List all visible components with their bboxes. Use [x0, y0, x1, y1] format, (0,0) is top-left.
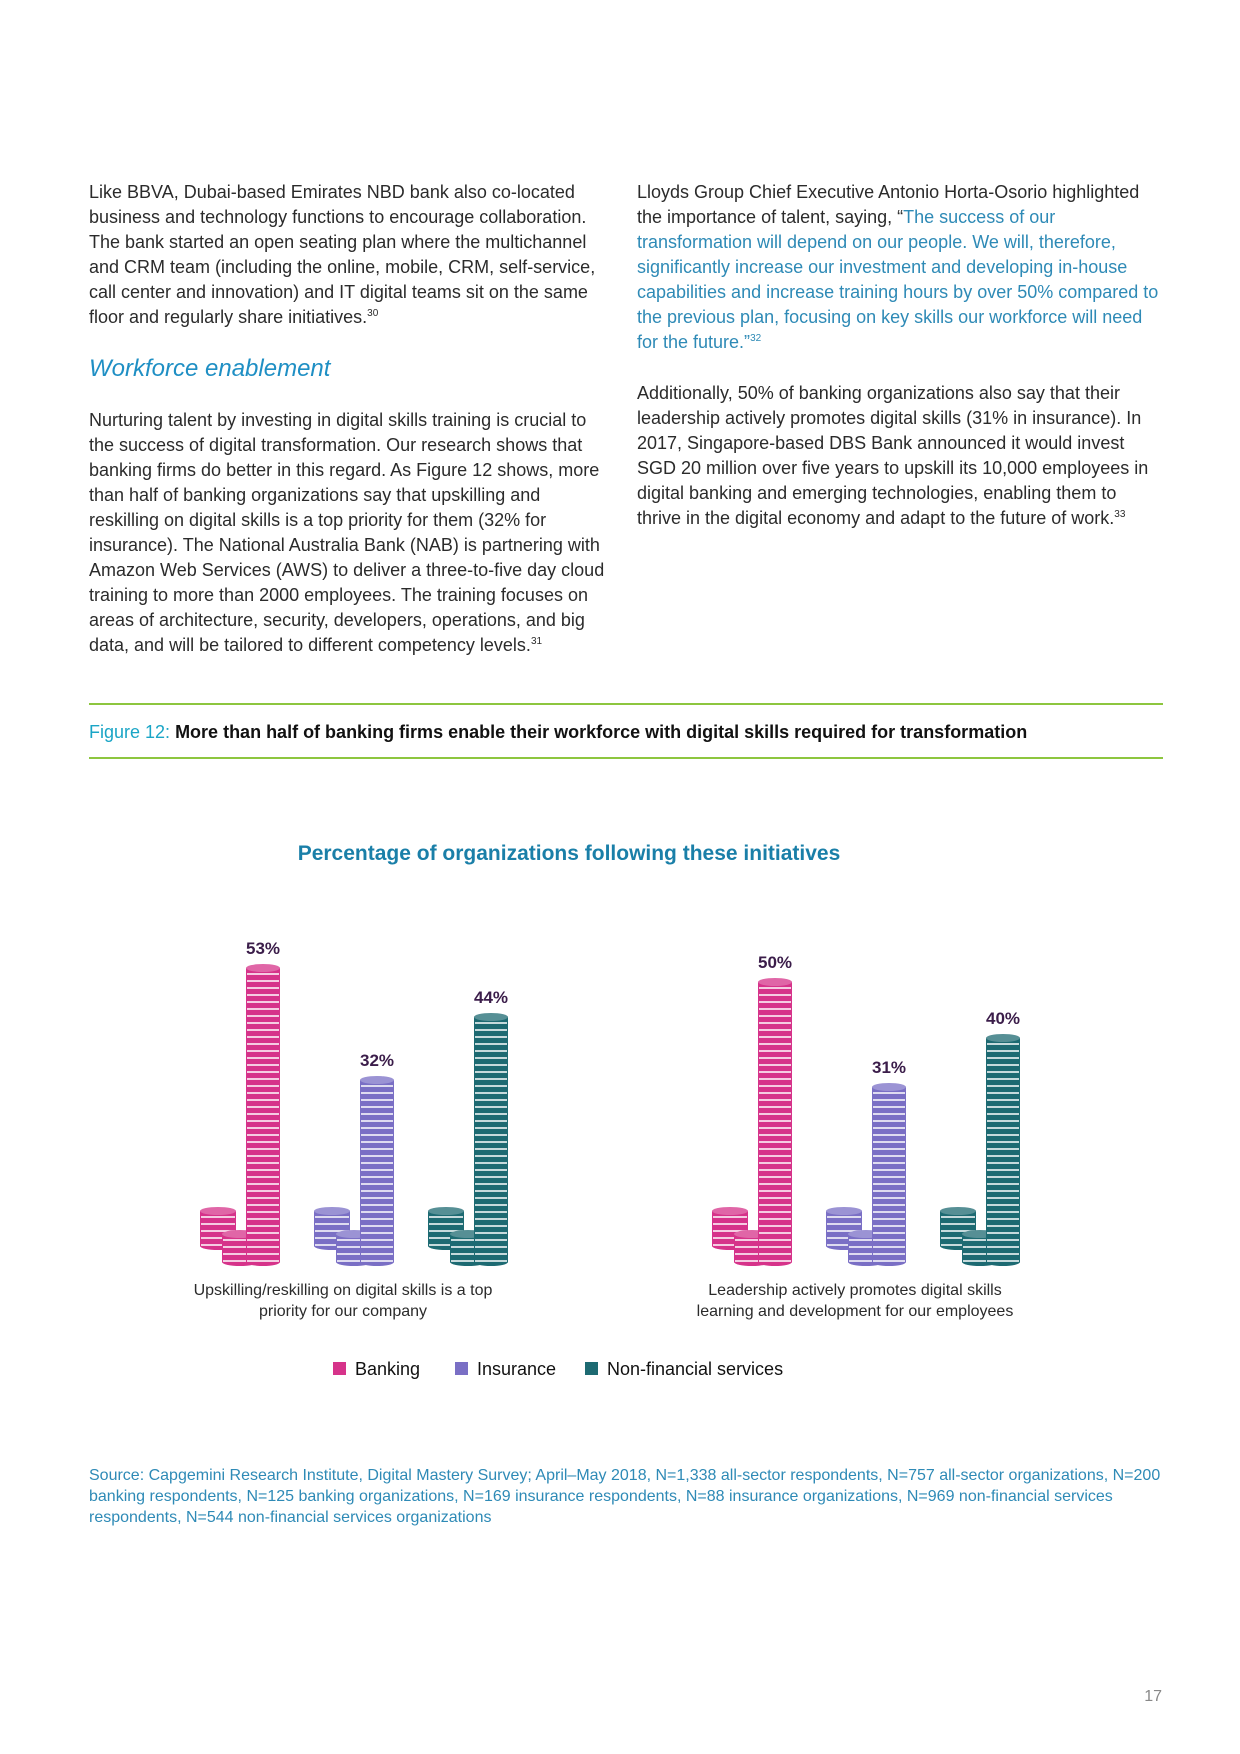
paragraph-lloyds: [637, 180, 1162, 355]
category-label: priority for our company: [258, 1303, 428, 1320]
figure-caption: [89, 720, 1163, 744]
category-label: learning and development for our employees: [696, 1303, 1014, 1320]
paragraph-emirates-nbd: [89, 180, 614, 330]
category-label: Leadership actively promotes digital skills: [708, 1282, 1002, 1299]
legend-label: Insurance: [477, 1359, 557, 1379]
data-label: 50%: [757, 953, 793, 972]
data-label: 40%: [985, 1009, 1021, 1028]
paragraph-dbs-bank: [637, 381, 1162, 531]
highlighted-quote: The success of our transformation will depend on our people. We will, therefore, significantly increase our investment and developing in-house capabilities and increase training hours by over 50% compared to the previous plan, focusing on key skills our workforce will need for the future.”: [637, 207, 1159, 352]
bar-non-financial-services-1: [428, 1013, 508, 1266]
section-heading: Workforce enablement: [89, 355, 331, 382]
category-label: Upskilling/reskilling on digital skills is a top: [193, 1282, 493, 1299]
legend-item-non-financial-services: [585, 1359, 783, 1379]
legend-label: Banking: [355, 1359, 421, 1379]
legend-item-banking: [333, 1359, 420, 1379]
bar-non-financial-services-2: [940, 1034, 1020, 1266]
paragraph-text: Additionally, 50% of banking organizations also say that their leadership actively promotes digital skills (31% in insurance). In 2017, Singapore-based DBS Bank announced it would invest SGD 20 million over five years to upskill its 10,000 employees in digital banking and emerging technologies, enabling them to thrive in the digital economy and adapt to the future of work.: [637, 383, 1149, 528]
paragraph-nurturing-talent: [89, 408, 614, 658]
figure-title: More than half of banking firms enable their workforce with digital skills required for transformation: [175, 722, 1028, 742]
paragraph-text: Nurturing talent by investing in digital skills training is crucial to the success of digital transformation. Our research shows that banking firms do better in this regard. As Figure 12 shows, more than half of banking organizations say that upskilling and reskilling on digital skills is a top priority for them (32% for insurance). The National Australia Bank (NAB) is partnering with Amazon Web Services (AWS) to deliver a three-to-five day cloud training to more than 2000 employees. The training focuses on areas of architecture, security, developers, operations, and big data, and will be tailored to different competency levels.: [89, 410, 605, 655]
figure-top-rule: [89, 703, 1163, 705]
legend-item-insurance: [455, 1359, 556, 1379]
footnote-ref[interactable]: 31: [530, 636, 543, 647]
data-label: 44%: [473, 988, 509, 1007]
chart-title: Percentage of organizations following these initiatives: [297, 842, 841, 865]
left-column: [89, 180, 614, 658]
source-note: Source: Capgemini Research Institute, Digital Mastery Survey; April–May 2018, N=1,338 all-sector respondents, N=757 all-sector organizations, N=200 banking respondents, N=125 banking organizations, N=169 insurance respondents, N=88 insurance organizations, N=969 non-financial services respondents, N=544 non-financial services organizations: [89, 1467, 1161, 1526]
data-label: 31%: [871, 1058, 907, 1077]
figure-bottom-rule: [89, 757, 1163, 759]
figure-label: Figure 12:: [89, 722, 171, 742]
paragraph-text: Lloyds Group Chief Executive Antonio Horta-Osorio highlighted the importance of talent, saying, “: [637, 182, 1140, 227]
bar-banking-1: [200, 964, 280, 1266]
bar-insurance-1: [314, 1076, 394, 1266]
bar-chart: [0, 800, 1240, 1420]
footnote-ref[interactable]: 32: [750, 333, 762, 344]
bar-banking-2: [712, 978, 792, 1266]
data-label: 32%: [359, 1051, 395, 1070]
page-number: 17: [1144, 1688, 1162, 1705]
legend-label: Non-financial services: [607, 1359, 784, 1379]
paragraph-text: Like BBVA, Dubai-based Emirates NBD bank also co-located business and technology functions to encourage collaboration. The bank started an open seating plan where the multichannel and CRM team (including the online, mobile, CRM, self-service, call center and innovation) and IT digital teams sit on the same floor and regularly share initiatives.: [89, 182, 596, 327]
bar-insurance-2: [826, 1083, 906, 1266]
right-column: [637, 180, 1162, 531]
data-label: 53%: [245, 939, 281, 958]
footnote-ref[interactable]: 30: [367, 308, 379, 319]
footnote-ref[interactable]: 33: [1114, 509, 1126, 520]
